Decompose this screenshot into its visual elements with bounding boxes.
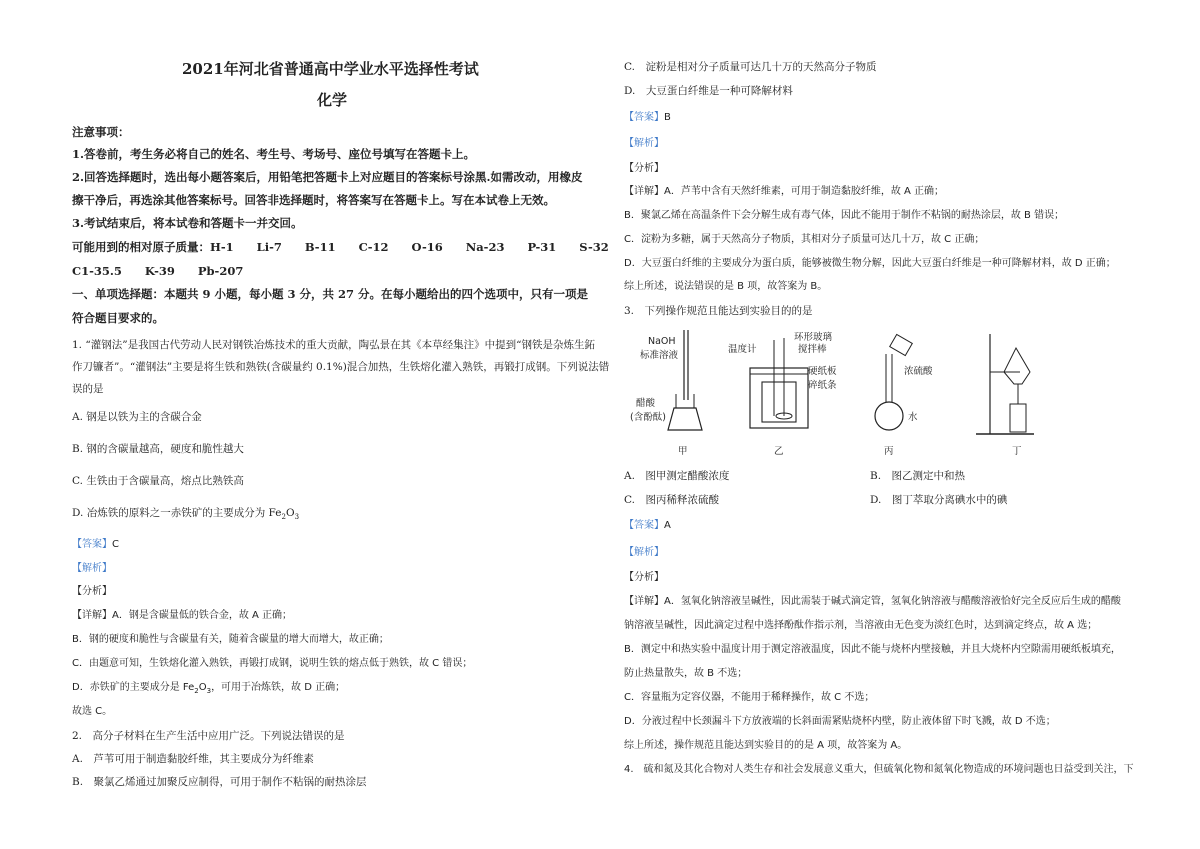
q1-detail-2: B．钢的硬度和脆性与含碳量有关，随着含碳量的增大而增大，故正确； xyxy=(72,634,389,645)
q3-detail-1: 【详解】A．氢氧化钠溶液呈碱性，因此需装于碱式滴定管，氢氧化钠溶液与醋酸溶液恰好完全反应后生成的醋酸 xyxy=(624,596,1121,607)
notice-1: 1.答卷前，考生务必将自己的姓名、考生号、考场号、座位号填写在答题卡上。 xyxy=(72,147,476,161)
q2-stem: 2. 高分子材料在生产生活中应用广泛。下列说法错误的是 xyxy=(72,730,345,742)
label-ding: 丁 xyxy=(1012,446,1022,457)
q3-option-a: A. 图甲测定醋酸浓度 xyxy=(624,470,730,482)
q3-apparatus-figure xyxy=(624,330,1044,460)
atomic-masses-1: 可能用到的相对原子质量：H-1 Li-7 B-11 C-12 O-16 Na-23 P-31 S-32 xyxy=(72,240,609,254)
q1-option-d: D. 冶炼铁的原料之一赤铁矿的主要成分为 $Fe_2O_3$ xyxy=(72,507,300,522)
label-vinegar: 醋酸 xyxy=(636,398,656,409)
q3-fenxi: 【分析】 xyxy=(624,572,664,583)
q2-detail-5: 综上所述，说法错误的是 B 项，故答案为 B。 xyxy=(624,281,828,292)
q1-stem-3: 误的是 xyxy=(72,383,104,395)
q1-detail-4: D．赤铁矿的主要成分是 $Fe_2O_3$，可用于冶炼铁，故 D 正确； xyxy=(72,682,346,695)
label-std-solution: 标准溶液 xyxy=(640,350,679,361)
figure-ding-extraction xyxy=(976,334,1034,457)
q2-option-a: A. 芦苇可用于制造黏胶纤维，其主要成分为纤维素 xyxy=(72,753,314,765)
q2-detail-2: B．聚氯乙烯在高温条件下会分解生成有毒气体，因此不能用于制作不粘锅的耐热涂层，故 B 错误； xyxy=(624,210,1065,221)
q3-option-b: B. 图乙测定中和热 xyxy=(870,470,966,482)
notice-2-cont: 擦干净后，再选涂其他答案标号。回答非选择题时，将答案写在答题卡上。写在本试卷上无效。 xyxy=(72,193,555,207)
q3-analysis-tag: 【解析】 xyxy=(624,547,664,558)
q2-detail-3: C．淀粉为多糖，属于天然高分子物质，其相对分子质量可达几十万，故 C 正确； xyxy=(624,234,985,245)
apparatus-diagram xyxy=(624,330,1044,460)
q3-detail-3: B．测定中和热实验中温度计用于测定溶液温度，因此不能与烧杯内壁接触，并且大烧杯内空隙需用硬纸板填充， xyxy=(624,644,1121,655)
notice-title: 注意事项： xyxy=(72,125,130,139)
q1-detail-3: C．由题意可知，生铁熔化灌入熟铁，再锻打成钢，说明生铁的熔点低于熟铁，故 C 错误； xyxy=(72,658,473,669)
q1-option-a: A. 钢是以铁为主的含碳合金 xyxy=(72,411,202,423)
section-heading: 一、单项选择题：本题共 9 小题，每小题 3 分，共 27 分。在每小题给出的四个选项中，只有一项是 xyxy=(72,287,589,301)
label-ring-stirrer-2: 搅拌棒 xyxy=(798,344,827,355)
label-bing: 丙 xyxy=(884,446,894,457)
label-paper-scraps: 碎纸条 xyxy=(808,380,837,391)
q2-detail-4: D．大豆蛋白纤维的主要成分为蛋白质，能够被微生物分解，因此大豆蛋白纤维是一种可降解材料，故 D 正确； xyxy=(624,258,1116,269)
figure-bing-dilution xyxy=(875,334,933,457)
q3-detail-4: 防止热量散失，故 B 不选； xyxy=(624,668,748,679)
figure-yi-calorimeter xyxy=(728,331,837,457)
q3-option-c: C. 图丙稀释浓硫酸 xyxy=(624,494,719,506)
q2-option-c: C. 淀粉是相对分子质量可达几十万的天然高分子物质 xyxy=(624,61,877,73)
q2-analysis-tag: 【解析】 xyxy=(624,138,664,149)
q1-answer: 【答案】C xyxy=(72,539,119,550)
q3-stem: 3. 下列操作规范且能达到实验目的的是 xyxy=(624,305,813,317)
notice-3: 3.考试结束后，将本试卷和答题卡一并交回。 xyxy=(72,216,303,230)
q2-detail-1: 【详解】A．芦苇中含有天然纤维素，可用于制造黏胶纤维，故 A 正确； xyxy=(624,186,945,197)
label-naoh: NaOH xyxy=(648,336,676,347)
atomic-masses-2: C1-35.5 K-39 Pb-207 xyxy=(72,264,244,278)
label-conc-sulfuric: 浓硫酸 xyxy=(904,366,933,377)
q2-option-b: B. 聚氯乙烯通过加聚反应制得，可用于制作不粘锅的耐热涂层 xyxy=(72,776,367,788)
label-ring-stirrer: 环形玻璃 xyxy=(794,332,833,343)
label-water: 水 xyxy=(908,412,918,423)
q1-conclusion: 故选 C。 xyxy=(72,706,113,717)
q2-option-d: D. 大豆蛋白纤维是一种可降解材料 xyxy=(624,85,793,97)
q3-answer: 【答案】A xyxy=(624,520,671,531)
q1-stem-1: 1. “灌钢法”是我国古代劳动人民对钢铁冶炼技术的重大贡献，陶弘景在其《本草经集注》中提到“钢铁是杂炼生鉐 xyxy=(72,339,595,351)
q1-option-b: B. 钢的含碳量越高，硬度和脆性越大 xyxy=(72,443,244,455)
q4-stem: 4. 硫和氮及其化合物对人类生存和社会发展意义重大，但硫氧化物和氮氧化物造成的环境问题也日益受到关注，下 xyxy=(624,764,1134,775)
label-thermometer: 温度计 xyxy=(728,344,757,355)
label-yi: 乙 xyxy=(774,446,784,457)
notice-2: 2.回答选择题时，选出每小题答案后，用铅笔把答题卡上对应题目的答案标号涂黑.如需改动，用橡皮 xyxy=(72,170,583,184)
q1-detail-1: 【详解】A．钢是含碳量低的铁合金，故 A 正确； xyxy=(72,610,293,621)
q3-detail-6: D．分液过程中长颈漏斗下方放液端的长斜面需紧贴烧杯内壁，防止液体留下时飞溅，故 D 不选； xyxy=(624,716,1056,727)
q3-detail-2: 钠溶液呈碱性，因此滴定过程中选择酚酞作指示剂，当溶液由无色变为淡红色时，达到滴定终点，故 A 选； xyxy=(624,620,1098,631)
exam-title: 2021年河北省普通高中学业水平选择性考试 xyxy=(182,60,479,78)
q1-option-c: C. 生铁由于含碳量高，熔点比熟铁高 xyxy=(72,475,244,487)
q3-option-d: D. 图丁萃取分离碘水中的碘 xyxy=(870,494,1008,506)
q1-analysis-tag: 【解析】 xyxy=(72,563,112,574)
q2-fenxi: 【分析】 xyxy=(624,163,664,174)
figure-jia-titration xyxy=(630,330,702,457)
q1-fenxi: 【分析】 xyxy=(72,586,112,597)
section-heading-cont: 符合题目要求的。 xyxy=(72,311,164,325)
label-jia: 甲 xyxy=(678,446,688,457)
label-cardboard: 硬纸板 xyxy=(808,366,837,377)
q1-stem-2: 作刀镰者”。“灌钢法”主要是将生铁和熟铁(含碳量约 0.1%)混合加热，生铁熔化灌入熟铁，再锻打成钢。下列说法错 xyxy=(72,361,610,373)
q2-answer: 【答案】B xyxy=(624,112,671,123)
q3-detail-7: 综上所述，操作规范且能达到实验目的的是 A 项，故答案为 A。 xyxy=(624,740,908,751)
q3-detail-5: C．容量瓶为定容仪器，不能用于稀释操作，故 C 不选； xyxy=(624,692,875,703)
label-phenol: (含酚酞) xyxy=(630,412,666,423)
subject-title: 化学 xyxy=(317,91,348,109)
